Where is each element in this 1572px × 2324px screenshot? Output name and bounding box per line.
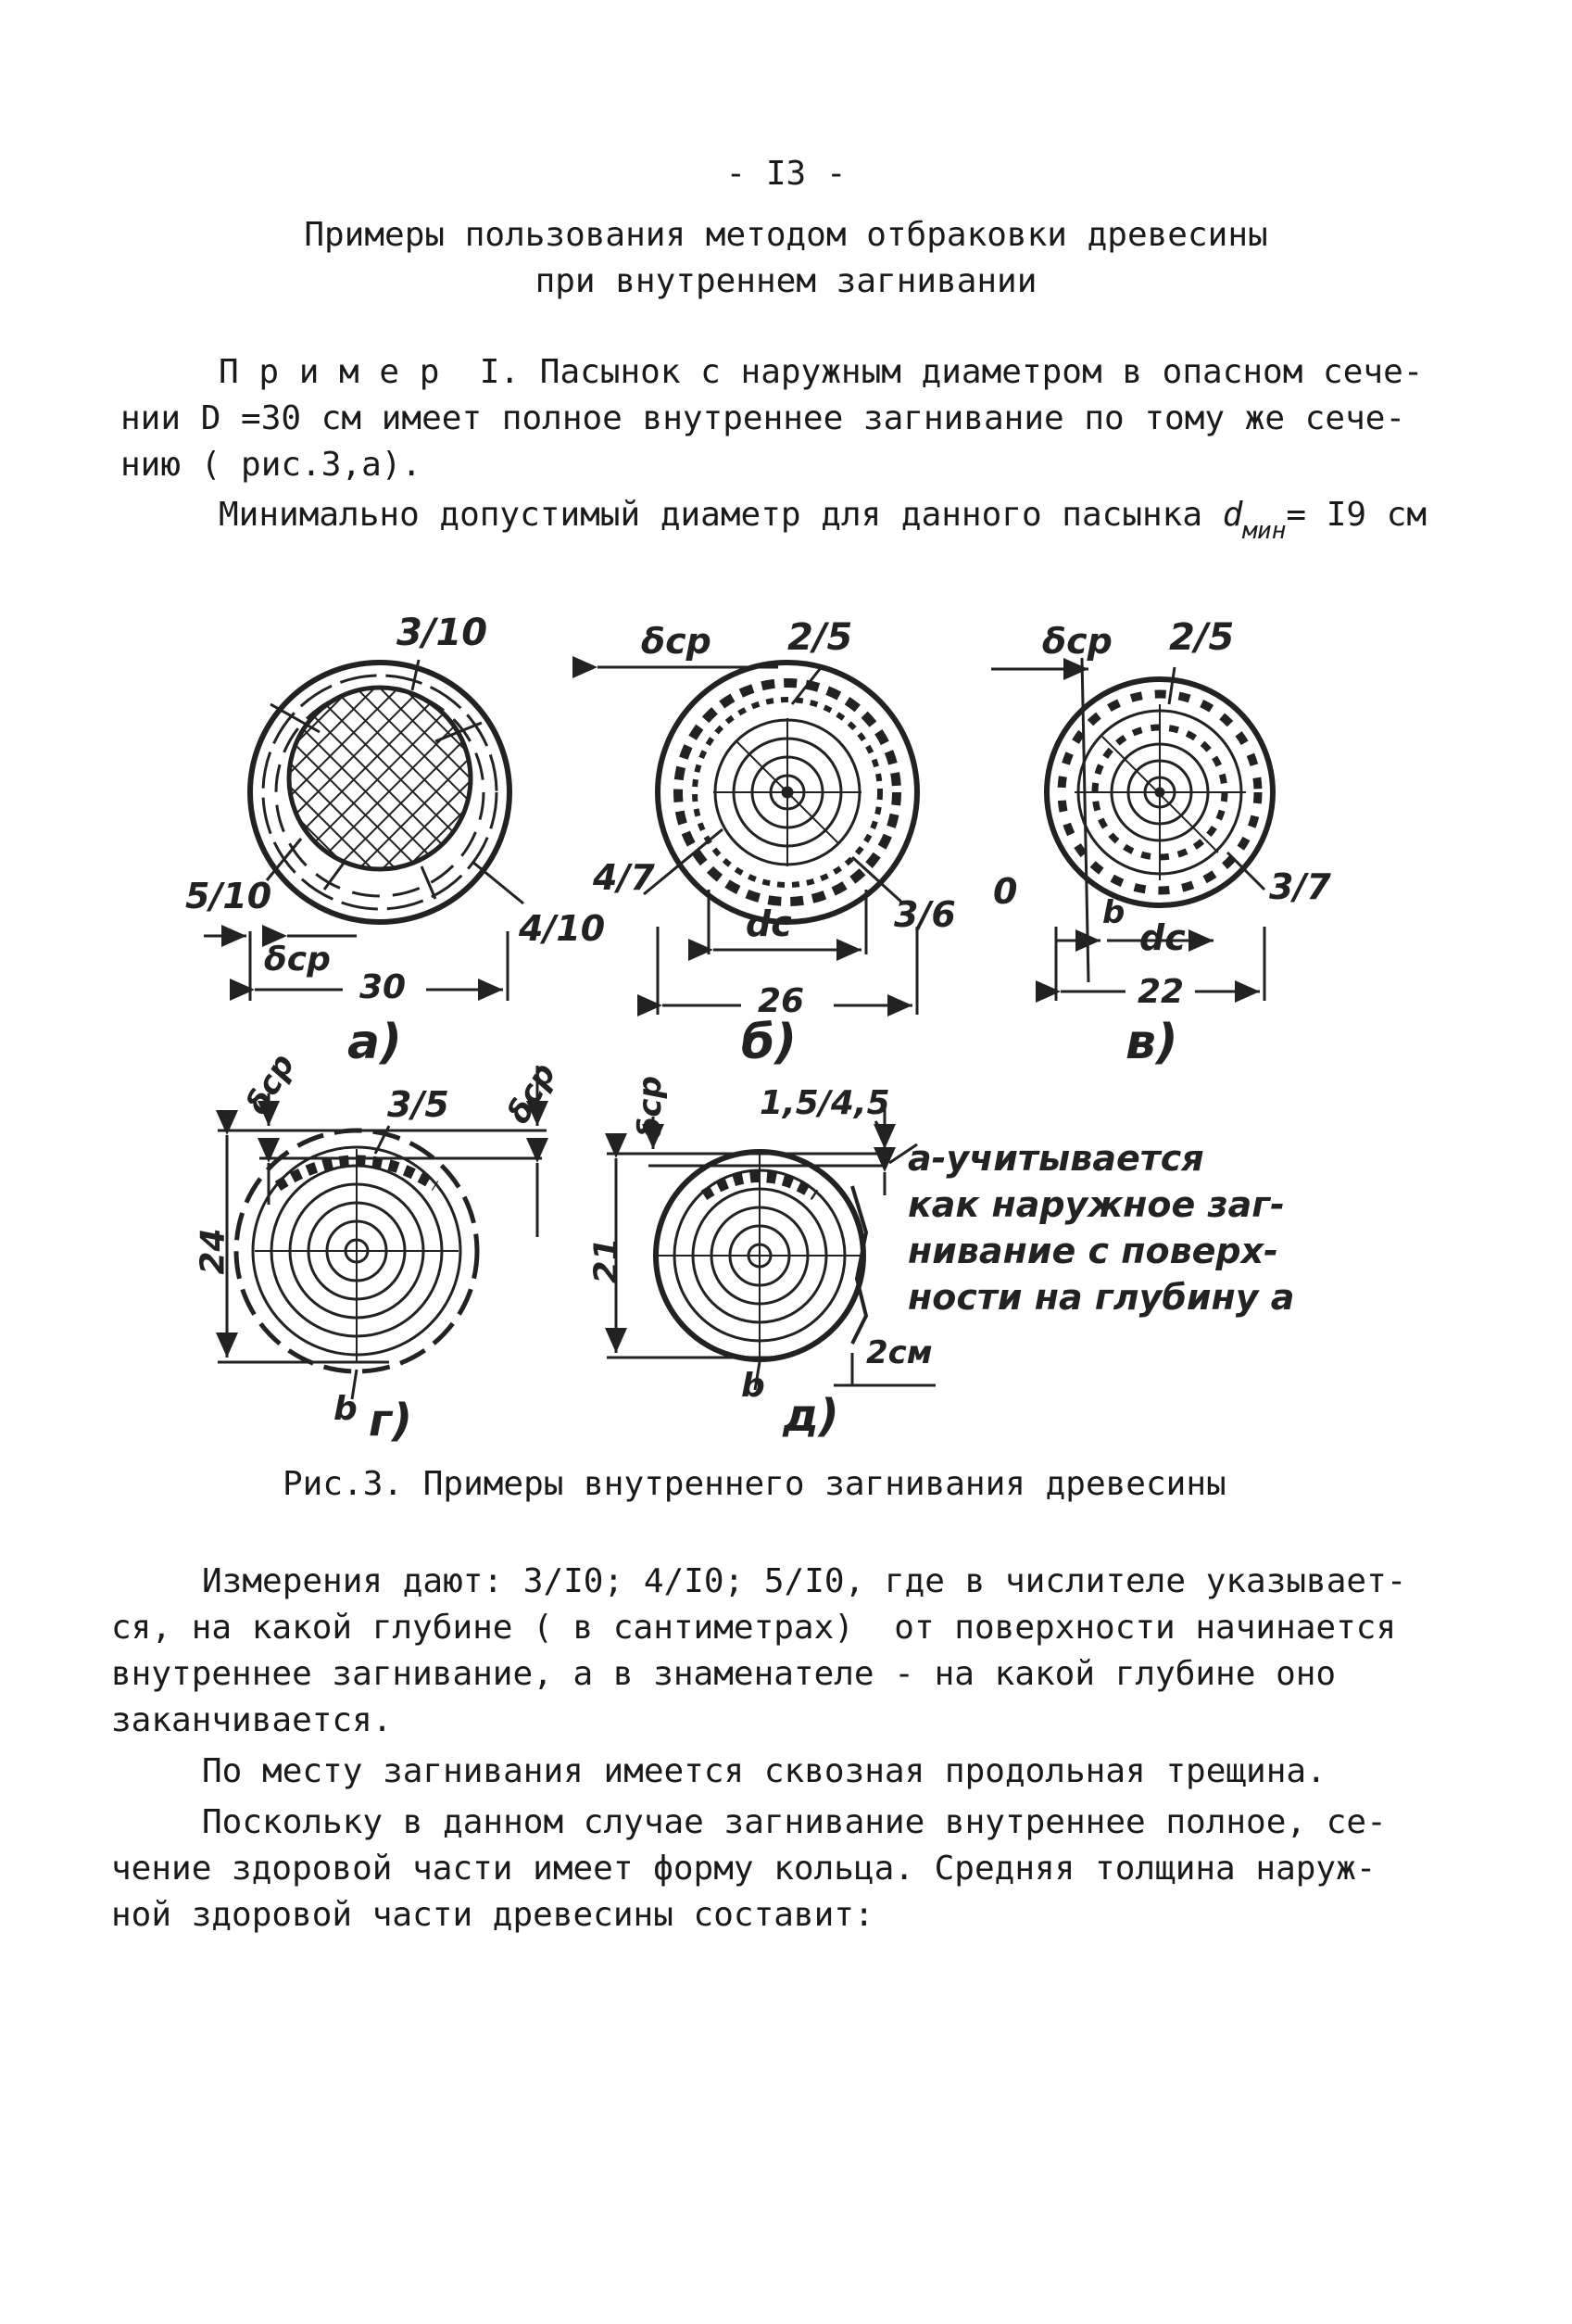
- fig-b-label: б): [741, 1015, 798, 1070]
- fig-v-top-value: 2/5: [1169, 616, 1235, 659]
- fig-d-b-marker: b: [741, 1367, 765, 1405]
- fig-a-right-value: 4/10: [519, 908, 606, 949]
- fig-b-top-value: 2/5: [787, 616, 853, 659]
- fig-g-label: г): [369, 1395, 413, 1446]
- example-line-3: нию ( рис.3,а).: [120, 446, 422, 484]
- fig-v-right-value: 3/7: [1269, 866, 1331, 907]
- fig-g-dimension: 24: [194, 1228, 233, 1275]
- fig-d-dimension: 21: [587, 1237, 626, 1284]
- fig-d-top-value: 1,5/4,5: [760, 1084, 890, 1122]
- fig-a-dimension: 30: [359, 968, 407, 1006]
- figure-b-cross-section: [658, 663, 917, 922]
- body-p1-line-2: ся, на какой глубине ( в сантиметрах) от поверхности начинается: [111, 1609, 1397, 1647]
- fig-a-left-value: 5/10: [185, 876, 272, 916]
- fig-d-note-line-1: а-учитывается: [908, 1138, 1204, 1179]
- fig-d-note: [908, 1135, 1294, 1320]
- fig-b-left-value: 4/7: [593, 857, 655, 898]
- figure-g-cross-section: [236, 1130, 477, 1371]
- fig-d-left-thickness: δср: [631, 1076, 669, 1139]
- body-p3-line-3: ной здоровой части древесины составит:: [111, 1896, 874, 1934]
- fig-v-label: в): [1126, 1015, 1178, 1070]
- figure-caption: Рис.3. Примеры внутреннего загнивания древесины: [283, 1465, 1226, 1503]
- fig-a-label: а): [347, 1015, 402, 1070]
- page-number: - I3 -: [725, 155, 847, 193]
- body-p1-line-1: Измерения дают: 3/I0; 4/I0; 5/I0, где в числителе указывает-: [202, 1562, 1407, 1600]
- fig-g-top-value: 3/5: [387, 1084, 449, 1125]
- dmin-value: = I9 см: [1286, 496, 1427, 534]
- example-line-1: П р и м е р I. Пасынок с наружным диаметром в опасном сече-: [219, 353, 1424, 391]
- page-subtitle: при внутреннем загнивании: [534, 262, 1038, 300]
- fig-b-core: dc: [746, 903, 792, 944]
- fig-g-right-thickness: δср: [499, 1056, 564, 1130]
- fig-v-b-marker: b: [1102, 894, 1126, 931]
- body-p3-line-1: Поскольку в данном случае загнивание внутреннее полное, се-: [202, 1803, 1387, 1841]
- body-p3-line-2: чение здоровой части имеет форму кольца. Средняя толщина наруж-: [111, 1850, 1377, 1888]
- body-p1-line-4: заканчивается.: [111, 1701, 393, 1739]
- fig-b-right-value: 3/6: [894, 894, 956, 935]
- fig-d-note-line-2: как наружное заг-: [908, 1184, 1285, 1225]
- fig-a-thickness: δср: [264, 941, 331, 979]
- fig-b-thickness: δср: [641, 621, 711, 662]
- figure-v-cross-section: [1047, 679, 1273, 905]
- figure-a-cross-section: [250, 663, 509, 922]
- fig-v-thickness: δср: [1042, 621, 1113, 662]
- fig-v-core: dc: [1139, 917, 1186, 958]
- dmin-symbol: d: [1222, 496, 1243, 534]
- fig-a-top-value: 3/10: [396, 612, 488, 654]
- fig-v-dimension: 22: [1138, 973, 1185, 1011]
- fig-d-note-line-4: ности на глубину а: [908, 1277, 1295, 1318]
- figure-d-cross-section: [656, 1152, 866, 1359]
- body-p1-line-3: внутреннее загнивание, а в знаменателе - на какой глубине оно: [111, 1655, 1337, 1693]
- example-line-4-text: Минимально допустимый диаметр для данного пасынка: [219, 496, 1223, 534]
- fig-v-left-marker: 0: [993, 871, 1018, 912]
- fig-g-left-thickness: δср: [238, 1047, 303, 1121]
- body-p2: По месту загнивания имеется сквозная продольная трещина.: [202, 1752, 1327, 1790]
- fig-b-dimension: 26: [758, 982, 805, 1020]
- page-title: Примеры пользования методом отбраковки древесины: [304, 216, 1268, 254]
- example-line-2: нии D =30 см имеет полное внутреннее загнивание по тому же сече-: [120, 399, 1406, 437]
- fig-d-label: д): [783, 1390, 839, 1442]
- fig-d-depth: 2см: [866, 1334, 933, 1371]
- dmin-subscript: мин: [1242, 517, 1287, 545]
- fig-d-note-line-3: нивание с поверх-: [908, 1231, 1278, 1271]
- fig-g-b-marker: b: [333, 1390, 358, 1428]
